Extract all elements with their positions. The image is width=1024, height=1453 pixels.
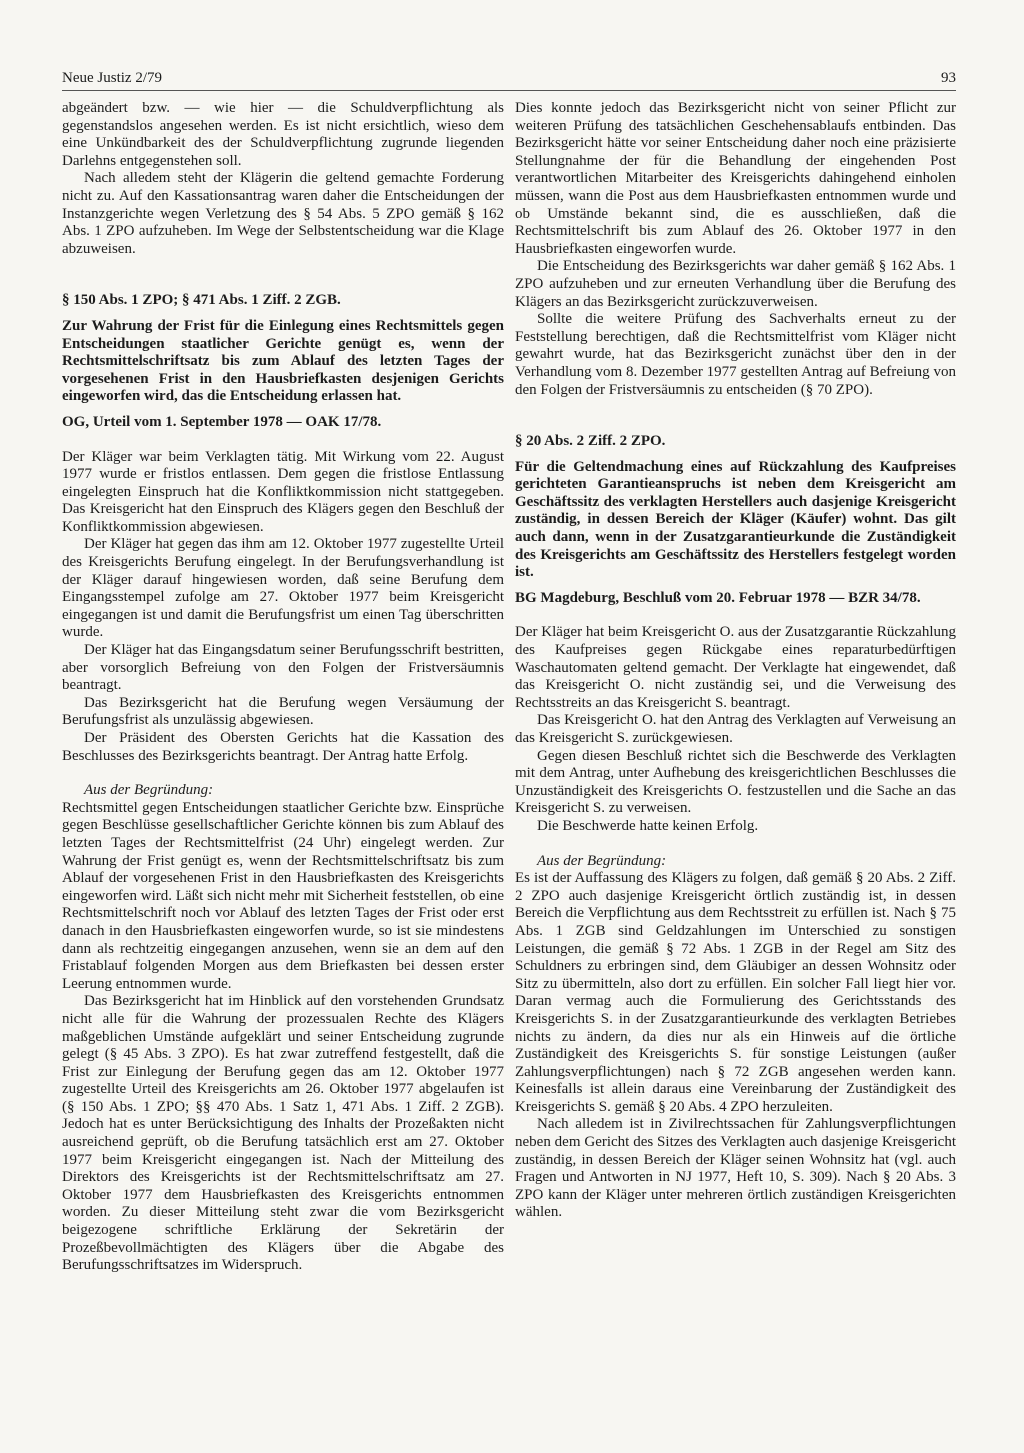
right-column [515,100,956,1222]
continuation-paragraph: Sollte die weitere Prüfung des Sachverhalts erneut zu der Feststellung berechtigen, daß die Rechtsmittelfrist vom Kläger nicht gewahrt wurde, hat das Bezirksgericht zunächst über den in der Verhandlung vom 8. Dezember 1977 gestellten Antrag auf Befreiung von den Folgen der Fristversäumnis zu entscheiden (§ 70 ZPO). [515,311,956,398]
case2-reasons-paragraph: Nach alledem ist in Zivilrechtssachen für Zahlungsverpflichtungen neben dem Gericht des Sitzes des Verklagten auch dasjenige Kreisgericht zuständig, in dessen Bereich der Kläger seinen Wohnsitz hat (vgl. auch Fragen und Antworten in NJ 1977, Heft 10, S. 309). Nach § 20 Abs. 3 ZPO kann der Kläger unter mehreren örtlich zuständigen Kreisgerichten wählen. [515,1116,956,1221]
case2-citation: BG Magdeburg, Beschluß vom 20. Februar 1978 — BZR 34/78. [515,589,921,606]
header-rule [62,90,956,91]
case2-facts-paragraph: Das Kreisgericht O. hat den Antrag des Verklagten auf Verweisung an das Kreisgericht S. zurückgewiesen. [515,712,956,746]
case1-facts-paragraph: Der Präsident des Obersten Gerichts hat die Kassation des Beschlusses des Bezirksgerichts beantragt. Der Antrag hatte Erfolg. [62,730,504,764]
case2-reasons-paragraph: Es ist der Auffassung des Klägers zu folgen, daß gemäß § 20 Abs. 2 Ziff. 2 ZPO auch dasjenige Kreisgericht örtlich zuständig ist, in dessen Bereich die Verpflichtung aus dem Rechtsstreit zu erfüllen ist. Nach § 75 Abs. 1 ZGB sind Geldzahlungen im Unterschied zu sonstigen Leistungen, die gemäß § 72 Abs. 1 ZGB in der Regel am Sitz des Schuldners zu erbringen sind, dem Gläubiger an dessen Wohnsitz oder Sitz zu übermitteln, also dort zu erfüllen. Ein solcher Fall liegt hier vor. Daran vermag auch die Formulierung des Gerichtsstands des Kreisgerichts S. in der Zusatzgarantieurkunde des verklagten Betriebes nichts zu ändern, da dies nur als ein Hinweis auf die örtliche Zuständigkeit des Kreisgerichts S. für sonstige Leistungen (außer Zahlungsverpflichtungen) nach § 72 ZGB angesehen werden kann. Keinesfalls ist allein daraus eine Vereinbarung der Zuständigkeit des Kreisgerichts S. gemäß § 20 Abs. 4 ZPO herzuleiten. [515,870,956,1115]
case1-citation: OG, Urteil vom 1. September 1978 — OAK 17/78. [62,413,382,430]
continuation-paragraph: Dies konnte jedoch das Bezirksgericht nicht von seiner Pflicht zur weiteren Prüfung des tatsächlichen Geschehensablaufs entbinden. Das Bezirksgericht hätte vor seiner Entscheidung daher noch eine präzisierte Stellungnahme der für die Behandlung der eingehenden Post verantwortlichen Mitarbeiter des Kreisgerichts dahingehend einholen müssen, wann die Post aus dem Hausbriefkasten entnommen wurde und ob Umstände bekannt sind, die es ausschließen, daß die Rechtsmittelschrift bis zum Ablauf des 26. Oktober 1977 in den Hausbriefkasten eingeworfen wurde. [515,100,956,257]
case1-facts-paragraph: Der Kläger war beim Verklagten tätig. Mit Wirkung vom 22. August 1977 wurde er fristlos entlassen. Dem gegen die fristlose Entlassung eingelegten Einspruch hat die Konfliktkommission nicht stattgegeben. Das Kreisgericht hat den Einspruch des Klägers gegen den Beschluß der Konfliktkommission abgewiesen. [62,448,504,535]
case2-facts-paragraph: Gegen diesen Beschluß richtet sich die Beschwerde des Verklagten mit dem Antrag, unter Aufhebung des kreisgerichtlichen Beschlusses die Unzuständigkeit des Kreisgerichts O. festzustellen und die Sache an das Kreisgericht S. zu verweisen. [515,747,956,817]
left-column [62,100,504,1275]
case1-facts-paragraph: Der Kläger hat gegen das ihm am 12. Oktober 1977 zugestellte Urteil des Kreisgerichts Berufung eingelegt. In der Berufungsverhandlung ist der Kläger darauf hingewiesen worden, daß seine Berufung dem Eingangsstempel zufolge am 27. Oktober 1977 beim Kreisgericht eingegangen ist und damit die Berufungsfrist um einen Tag überschritten wurde. [62,536,504,641]
case1-facts-paragraph: Der Kläger hat das Eingangsdatum seiner Berufungsschrift bestritten, aber vorsorglich Befreiung von den Folgen der Fristversäumnis beantragt. [62,642,504,694]
case1-reasons-paragraph: Rechtsmittel gegen Entscheidungen staatlicher Gerichte bzw. Einsprüche gegen Beschlüsse gesellschaftlicher Gerichte können bis zum Ablauf des letzten Tages der Rechtsmittelfrist (24 Uhr) eingelegt werden. Zur Wahrung der Frist genügt es, wenn der Rechtsmittelschriftsatz bis zum Ablauf der vorgesehenen Frist in den Hausbriefkasten des Kreisgerichts eingeworfen wird. Läßt sich nicht mehr mit Sicherheit feststellen, ob eine Rechtsmittelschrift noch vor Ablauf des letzten Tages der Frist oder erst danach in den Hausbriefkasten eingeworfen wurde, so ist sie mindestens dann als rechtzeitig eingegangen anzusehen, wenn sie an dem auf den Fristablauf folgenden Morgen aus dem Briefkasten bei dessen erster Leerung entnommen wurde. [62,799,504,992]
continuation-paragraph: Die Entscheidung des Bezirksgerichts war daher gemäß § 162 Abs. 1 ZPO aufzuheben und zur erneuten Verhandlung über die Berufung des Klägers an das Bezirksgericht zurückzuverweisen. [515,258,956,310]
case2-reasons-heading: Aus der Begründung: [537,852,667,869]
case2-law-reference: § 20 Abs. 2 Ziff. 2 ZPO. [515,433,666,450]
case1-headnote: Zur Wahrung der Frist für die Einlegung eines Rechtsmittels gegen Entscheidungen staatlicher Gerichte genügt es, wenn der Rechtsmittelschriftsatz bis zum Ablauf des letzten Tages der vorgesehenen Frist in den Hausbriefkasten desjenigen Gerichts eingeworfen wird, das die Entscheidung erlassen hat. [62,317,504,405]
page-number: 93 [941,70,956,86]
case1-law-reference: § 150 Abs. 1 ZPO; § 471 Abs. 1 Ziff. 2 ZGB. [62,292,341,309]
journal-title: Neue Justiz 2/79 [62,70,162,86]
case1-facts-paragraph: Das Bezirksgericht hat die Berufung wegen Versäumung der Berufungsfrist als unzulässig abgewiesen. [62,694,504,729]
case2-facts-paragraph: Die Beschwerde hatte keinen Erfolg. [537,817,759,834]
case1-reasons-paragraph: Das Bezirksgericht hat im Hinblick auf den vorstehenden Grundsatz nicht alle für die Wahrung der prozessualen Rechte des Klägers maßgeblichen Umstände aufgeklärt und seiner Entscheidung zugrunde gelegt (§ 45 Abs. 3 ZPO). Es hat zwar zutreffend festgestellt, daß die Frist zur Einlegung der Berufung gegen das am 12. Oktober 1977 zugestellte Urteil des Kreisgerichts am 26. Oktober 1977 abgelaufen ist (§ 150 Abs. 1 ZPO; §§ 470 Abs. 1 Satz 1, 471 Abs. 1 Ziff. 2 ZGB). Jedoch hat es unter Berücksichtigung des Inhalts der Prozeßakten nicht ausreichend geprüft, ob die Berufung tatsächlich erst am 27. Oktober 1977 beim Kreisgericht eingegangen ist. Nach der Mitteilung des Direktors des Kreisgerichts ist der Rechtsmittelschriftsatz am 27. Oktober 1977 dem Hausbriefkasten des Kreisgerichts entnommen worden. Zu dieser Mitteilung steht zwar die vom Bezirksgericht beigezogene schriftliche Erklärung der Sekretärin der Prozeßbevollmächtigten des Klägers über die Abgabe des Berufungsschriftsatzes im Widerspruch. [62,993,504,1274]
continued-paragraph: abgeändert bzw. — wie hier — die Schuldverpflichtung als gegenstandslos angesehen werden. Es ist nicht ersichtlich, wieso dem eine Unkündbarkeit des der Schuldverpflichtung zugrunde liegenden Darlehns entgegenstehen soll. [62,100,504,169]
conclusion-paragraph: Nach alledem steht der Klägerin die geltend gemachte Forderung nicht zu. Auf den Kassationsantrag waren daher die Entscheidungen der Instanzgerichte wegen Verletzung des § 54 Abs. 5 ZPO gemäß § 162 Abs. 1 ZPO aufzuheben. Im Wege der Selbstentscheidung war die Klage abzuweisen. [62,170,504,257]
case2-facts-paragraph: Der Kläger hat beim Kreisgericht O. aus der Zusatzgarantie Rückzahlung des Kaufpreises gegen Rückgabe eines reparaturbedürftigen Waschautomaten geltend gemacht. Der Verklagte hat eingewendet, daß das Kreisgericht O. nicht zuständig sei, und die Verweisung des Rechtsstreits an das Kreisgericht S. beantragt. [515,624,956,711]
case1-reasons-heading: Aus der Begründung: [84,782,214,799]
case2-headnote: Für die Geltendmachung eines auf Rückzahlung des Kaufpreises gerichteten Garantieanspruchs ist neben dem Kreisgericht am Geschäftssitz des verklagten Herstellers auch dasjenige Kreisgericht zuständig, in dessen Bereich der Kläger (Käufer) wohnt. Das gilt auch dann, wenn in der Zusatzgarantieurkunde die Zuständigkeit des Kreisgerichts am Geschäftssitz des Herstellers festgelegt worden ist. [515,458,956,581]
running-header [62,70,956,90]
